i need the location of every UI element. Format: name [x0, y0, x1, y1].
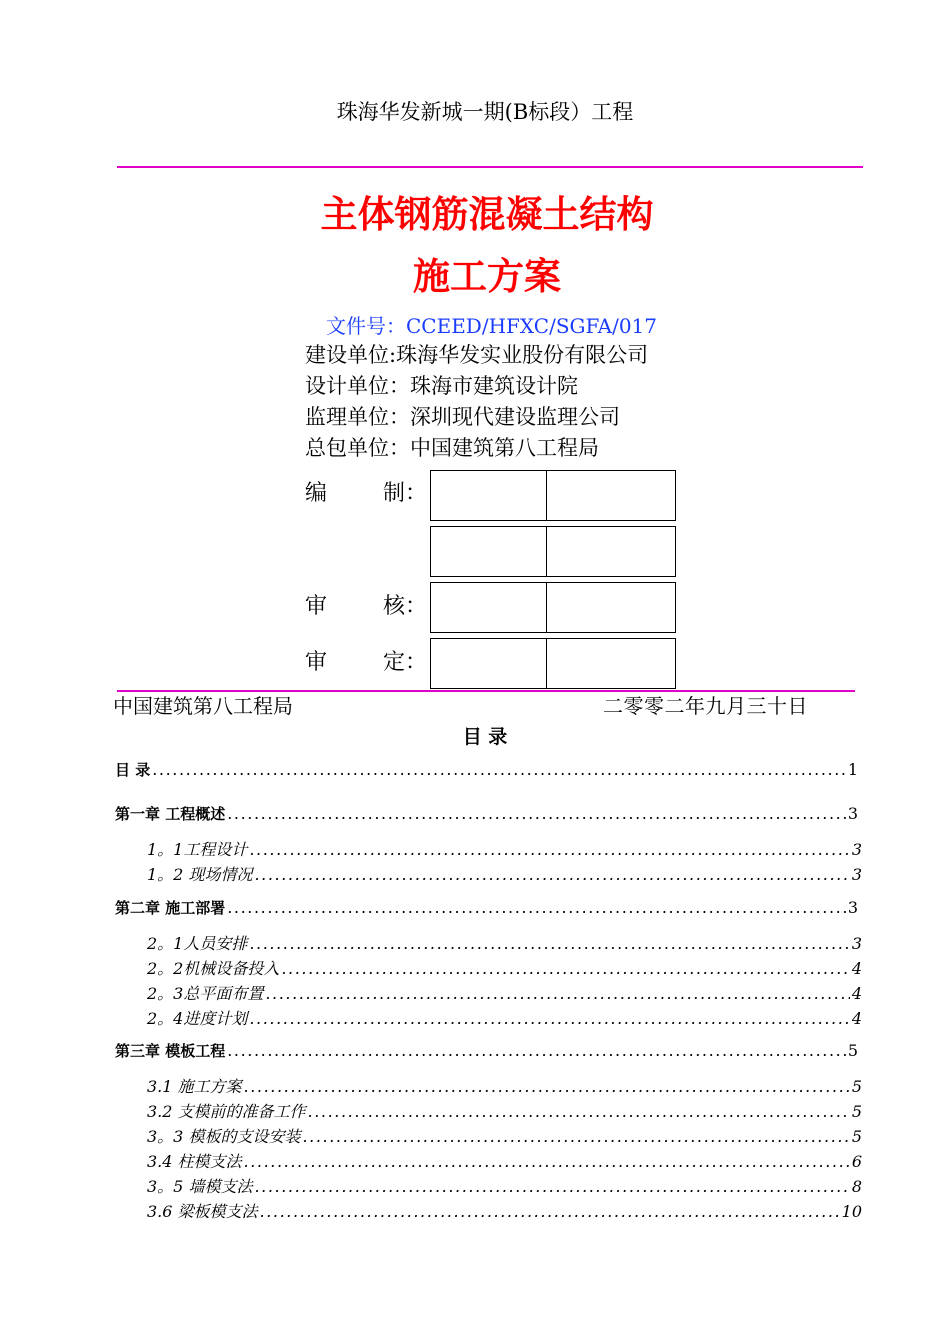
header-rule — [117, 166, 863, 168]
construction-unit: 建设单位:珠海华发实业股份有限公司 — [305, 343, 649, 367]
toc-entry[interactable] — [147, 931, 862, 954]
toc-entry[interactable] — [115, 1040, 858, 1061]
signature-box — [546, 470, 676, 521]
toc-entry[interactable] — [147, 837, 862, 860]
toc-entry[interactable] — [147, 862, 862, 885]
toc-entry-page: 10 — [841, 1202, 862, 1221]
toc-entry-page: 4 — [851, 984, 862, 1003]
toc-leader — [227, 898, 846, 917]
toc-entry-page: 3 — [847, 898, 858, 917]
toc-entry-title: 3.1 施工方案 — [147, 1077, 242, 1096]
toc-leader — [265, 984, 849, 1003]
toc-entry-title: 1。2 现场情况 — [147, 865, 253, 884]
footer-company: 中国建筑第八工程局 — [113, 694, 293, 718]
supervision-unit: 监理单位：深圳现代建设监理公司 — [305, 405, 620, 429]
toc-entry-page: 1 — [847, 760, 858, 779]
toc-entry[interactable] — [115, 897, 858, 918]
signature-box — [430, 470, 547, 521]
toc-entry-title: 第一章 工程概述 — [115, 805, 226, 823]
signature-box — [546, 638, 676, 689]
approved-by-label — [305, 645, 428, 676]
toc-entry[interactable] — [147, 1149, 862, 1172]
toc-entry-title: 第二章 施工部署 — [115, 899, 226, 917]
main-subtitle: 施工方案 — [413, 255, 561, 298]
toc-entry-title: 3.2 支模前的准备工作 — [147, 1102, 306, 1121]
toc-entry[interactable] — [115, 803, 858, 824]
toc-entry-title: 3。3 模板的支设安装 — [147, 1127, 301, 1146]
toc-leader — [281, 959, 849, 978]
compiled-by-char: 编 — [305, 481, 328, 506]
reviewed-by-char: 审 — [305, 594, 328, 619]
toc-leader — [244, 1152, 850, 1171]
toc-leader — [249, 934, 849, 953]
toc-entry-title: 2。2机械设备投入 — [147, 959, 280, 978]
signature-box — [546, 526, 676, 577]
design-unit: 设计单位：珠海市建筑设计院 — [305, 374, 578, 398]
toc-entry[interactable] — [147, 981, 862, 1004]
toc-entry-title: 3。5 墙模支法 — [147, 1177, 253, 1196]
approved-by-suffix: 定： — [383, 650, 428, 675]
toc-leader — [254, 1177, 849, 1196]
toc-entry[interactable] — [147, 1199, 862, 1222]
toc-entry[interactable] — [147, 1124, 862, 1147]
toc-entry[interactable] — [147, 1174, 862, 1197]
toc-entry-title: 3.4 柱模支法 — [147, 1152, 242, 1171]
toc-leader — [302, 1127, 849, 1146]
toc-entry-page: 3 — [847, 804, 858, 823]
signature-box — [430, 638, 547, 689]
toc-entry-title: 3.6 梁板模支法 — [147, 1202, 258, 1221]
toc-entry-page: 3 — [851, 840, 862, 859]
toc-entry[interactable] — [147, 956, 862, 979]
signature-box — [430, 582, 547, 633]
toc-entry-page: 5 — [851, 1077, 862, 1096]
approved-by-char: 审 — [305, 650, 328, 675]
project-title: 珠海华发新城一期(B标段）工程 — [336, 100, 634, 124]
toc-leader — [249, 840, 849, 859]
toc-entry-page: 5 — [851, 1102, 862, 1121]
toc-entry-title: 2。3总平面布置 — [147, 984, 264, 1003]
toc-entry-title: 目 录 — [115, 761, 151, 779]
reviewed-by-suffix: 核： — [383, 594, 428, 619]
compiled-by-label — [305, 476, 428, 507]
toc-entry-page: 5 — [851, 1127, 862, 1146]
toc-entry-page: 6 — [851, 1152, 862, 1171]
toc-entry-title: 第三章 模板工程 — [115, 1042, 226, 1060]
reviewed-by-label — [305, 589, 428, 620]
signature-box — [430, 526, 547, 577]
toc-entry-page: 4 — [851, 1009, 862, 1028]
footer-rule — [117, 690, 855, 692]
toc-heading: 目 录 — [462, 726, 508, 748]
toc-entry[interactable] — [147, 1006, 862, 1029]
toc-leader — [249, 1009, 849, 1028]
document-number: 文件号：CCEED/HFXC/SGFA/017 — [326, 314, 657, 338]
toc-leader — [152, 760, 846, 779]
toc-leader — [308, 1102, 850, 1121]
toc-entry-page: 8 — [851, 1177, 862, 1196]
toc-entry-title: 2。1人员安排 — [147, 934, 248, 953]
toc-leader — [260, 1202, 840, 1221]
toc-entry[interactable] — [147, 1099, 862, 1122]
toc-entry[interactable] — [147, 1074, 862, 1097]
footer-date: 二零零二年九月三十日 — [603, 694, 808, 718]
toc-entry-page: 4 — [851, 959, 862, 978]
toc-leader — [244, 1077, 850, 1096]
signature-box — [546, 582, 676, 633]
toc-entry-title: 1。1工程设计 — [147, 840, 248, 859]
toc-leader — [227, 804, 846, 823]
general-contractor-unit: 总包单位：中国建筑第八工程局 — [305, 436, 599, 460]
toc-entry-page: 3 — [851, 865, 862, 884]
compiled-by-suffix: 制： — [383, 481, 428, 506]
toc-entry-title: 2。4进度计划 — [147, 1009, 248, 1028]
main-title: 主体钢筋混凝土结构 — [320, 193, 654, 236]
toc-entry-page: 3 — [851, 934, 862, 953]
toc-entry-page: 5 — [847, 1041, 858, 1060]
toc-leader — [227, 1041, 846, 1060]
toc-leader — [254, 865, 849, 884]
toc-entry[interactable] — [115, 759, 858, 780]
